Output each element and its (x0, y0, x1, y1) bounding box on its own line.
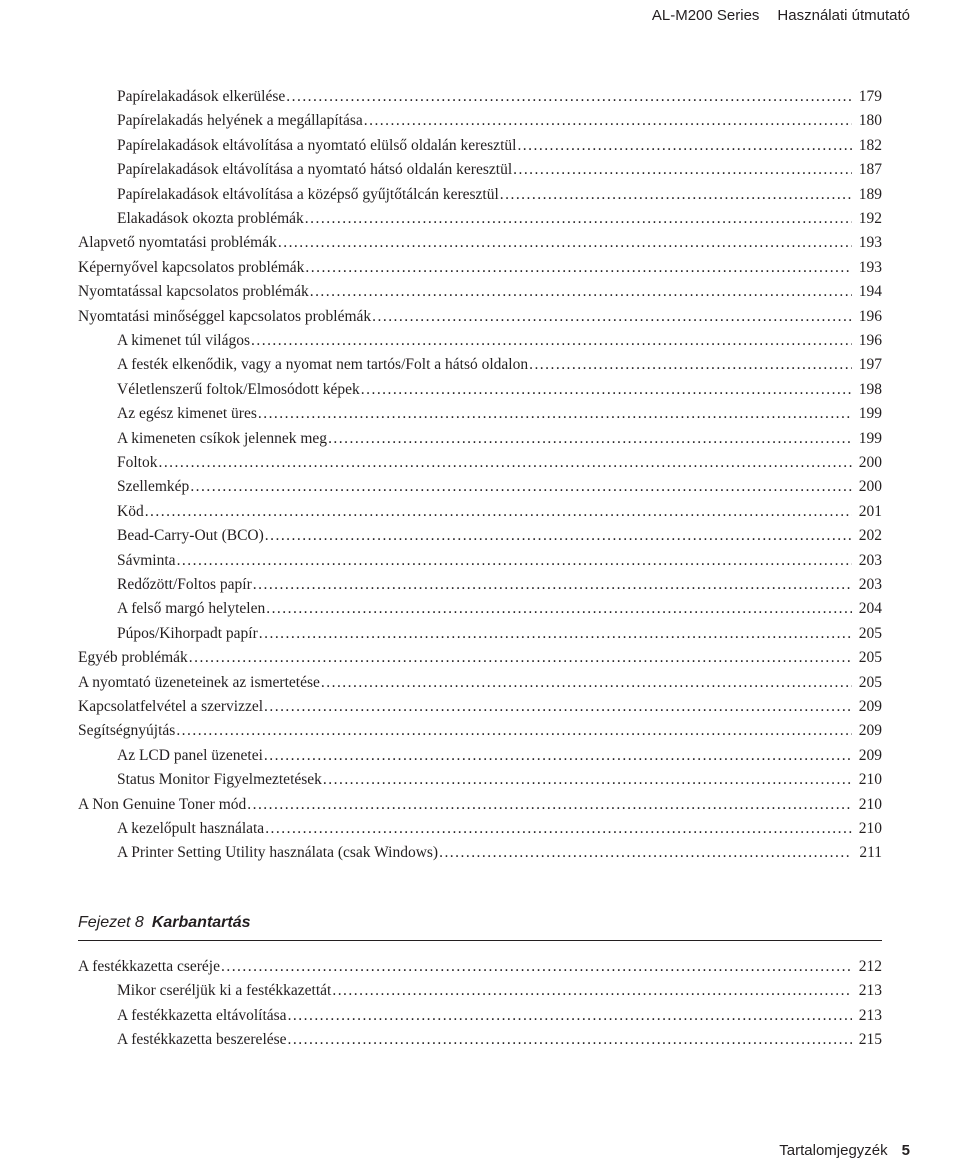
toc-entry-page: 199 (858, 405, 882, 423)
toc-entry-title: Köd (117, 502, 144, 520)
toc-entry[interactable] (78, 720, 882, 742)
toc-entry-page: 180 (858, 112, 882, 130)
dot-leader (247, 794, 852, 816)
toc-entry-title: Egyéb problémák (78, 649, 188, 667)
toc-entry-title: Kapcsolatfelvétel a szervizzel (78, 698, 264, 715)
toc-entry[interactable] (117, 476, 882, 498)
chapter-title: Karbantartás (151, 914, 251, 931)
toc-entry[interactable] (117, 501, 882, 523)
toc-entry-title: Az egész kimenet üres (117, 405, 257, 423)
toc-entry-page: 210 (858, 771, 882, 789)
toc-entry[interactable] (117, 86, 882, 108)
dot-leader (190, 476, 852, 498)
toc-entry-title: A festékkazetta eltávolítása (117, 1006, 287, 1024)
dot-leader (372, 306, 852, 328)
dot-leader (258, 403, 852, 425)
toc-entry-title: A kimenet túl világos (117, 332, 251, 349)
toc-entry-page: 198 (858, 380, 882, 398)
toc-entry-page: 215 (858, 1031, 882, 1049)
toc-entry-title: A felső margó helytelen (117, 600, 266, 618)
toc-entry-page: 210 (858, 795, 882, 813)
toc-entry-page: 182 (858, 136, 882, 154)
toc-entry-title: A festékkazetta beszerelése (117, 1031, 287, 1049)
dot-leader (513, 159, 852, 181)
toc-entry[interactable] (117, 110, 882, 132)
dot-leader (286, 86, 852, 108)
dot-leader (251, 330, 852, 352)
toc-entry-page: 199 (858, 429, 882, 447)
page-header (652, 2, 910, 28)
toc-entry[interactable] (117, 842, 882, 864)
toc-entry[interactable] (78, 281, 882, 303)
toc-entry-title: Elakadások okozta problémák (117, 210, 304, 227)
toc-entry[interactable] (78, 232, 882, 254)
toc-entry-title: Papírelakadások eltávolítása a nyomtató hátsó oldalán keresztül (117, 161, 513, 179)
toc-entry[interactable] (117, 184, 882, 206)
toc-entry[interactable] (117, 745, 882, 767)
toc-entry-page: 205 (858, 624, 882, 642)
toc-entry-title: Púpos/Kihorpadt papír (117, 624, 258, 642)
toc-entry-page: 209 (858, 746, 882, 764)
dot-leader (221, 956, 852, 978)
toc-entry-title: Alapvető nyomtatási problémák (78, 234, 277, 252)
toc-entry-title: Mikor cseréljük ki a festékkazettát (117, 982, 332, 1000)
toc-entry-title: Az LCD panel üzenetei (117, 746, 263, 764)
dot-leader (328, 428, 852, 450)
toc-entry-page: 200 (858, 478, 882, 496)
toc-entry[interactable] (117, 208, 882, 230)
toc-entry[interactable] (78, 794, 882, 816)
toc-entry[interactable] (117, 330, 882, 352)
dot-leader (266, 598, 852, 620)
toc-entry-page: 194 (858, 283, 882, 301)
dot-leader (158, 452, 852, 474)
dot-leader (517, 135, 852, 157)
toc-entry-title: Nyomtatási minőséggel kapcsolatos problémák (78, 307, 372, 325)
toc-entry-page: 201 (858, 502, 882, 520)
dot-leader (264, 696, 852, 718)
dot-leader (189, 647, 852, 669)
toc-entry[interactable] (117, 623, 882, 645)
toc-entry[interactable] (117, 1005, 882, 1027)
toc-entry[interactable] (78, 306, 882, 328)
toc-entry[interactable] (117, 354, 882, 376)
toc-entry[interactable] (117, 379, 882, 401)
toc-entry[interactable] (117, 403, 882, 425)
toc-entry[interactable] (117, 818, 882, 840)
toc-entry-page: 213 (858, 1006, 882, 1024)
dot-leader (264, 745, 852, 767)
toc-entry-page: 196 (858, 332, 882, 349)
toc-entry-title: Papírelakadás helyének a megállapítása (117, 112, 363, 130)
footer-section: Tartalomjegyzék (779, 1142, 888, 1159)
toc-entry-page: 204 (858, 600, 882, 618)
toc-entry[interactable] (117, 525, 882, 547)
toc-entry-title: A Printer Setting Utility használata (csak Windows) (117, 844, 439, 862)
toc-entry-title: A kimeneten csíkok jelennek meg (117, 429, 328, 447)
toc-entry-page: 209 (858, 698, 882, 715)
dot-leader (177, 550, 852, 572)
dot-leader (265, 525, 852, 547)
toc-entry-page: 192 (858, 210, 882, 227)
toc-entry[interactable] (78, 956, 882, 978)
toc-entry-title: Segítségnyújtás (78, 722, 176, 740)
toc-entry-page: 193 (858, 258, 882, 276)
dot-leader (288, 1029, 852, 1051)
toc-entry-page: 197 (858, 356, 882, 374)
toc-entry-page: 196 (858, 307, 882, 325)
toc-entry-page: 189 (858, 185, 882, 203)
toc-entry[interactable] (117, 1029, 882, 1051)
toc-entry-title: Bead-Carry-Out (BCO) (117, 527, 264, 545)
toc-entry[interactable] (78, 647, 882, 669)
toc-entry-title: A kezelőpult használata (117, 820, 265, 837)
dot-leader (259, 623, 852, 645)
toc-entry[interactable] (117, 980, 882, 1002)
dot-leader (253, 574, 852, 596)
toc-entry-title: A nyomtató üzeneteinek az ismertetése (78, 673, 320, 691)
toc-entry-page: 213 (858, 982, 882, 1000)
header-series: AL-M200 Series (651, 6, 760, 24)
chapter-heading (78, 914, 882, 941)
dot-leader (529, 354, 852, 376)
toc-entry-page: 211 (859, 844, 882, 862)
dot-leader (323, 769, 852, 791)
toc-entry-page: 179 (858, 88, 882, 105)
header-guide-title: Használati útmutató (777, 6, 910, 24)
toc-entry[interactable] (117, 550, 882, 572)
toc-entry-page: 212 (858, 958, 882, 975)
toc-entry-title: A festékkazetta cseréje (78, 958, 220, 975)
dot-leader (439, 842, 852, 864)
dot-leader (364, 110, 852, 132)
toc-entry[interactable] (117, 598, 882, 620)
toc-entry-page: 205 (858, 649, 882, 667)
toc-entry-title: Papírelakadások elkerülése (117, 88, 286, 105)
toc-entry-title: Status Monitor Figyelmeztetések (117, 771, 322, 789)
chapter-label: Fejezet 8 (78, 914, 144, 931)
toc-entry-page: 202 (858, 527, 882, 545)
dot-leader (278, 232, 852, 254)
toc-entry-title: A Non Genuine Toner mód (78, 795, 247, 813)
toc-entry-page: 210 (858, 820, 882, 837)
toc-entry-page: 209 (858, 722, 882, 740)
dot-leader (305, 257, 852, 279)
toc-entry[interactable] (117, 428, 882, 450)
dot-leader (310, 281, 852, 303)
toc-entry-page: 203 (858, 576, 882, 593)
toc-entry-title: Papírelakadások eltávolítása a nyomtató elülső oldalán keresztül (117, 136, 517, 154)
toc-entry-title: Papírelakadások eltávolítása a középső gyűjtőtálcán keresztül (117, 185, 499, 203)
dot-leader (305, 208, 852, 230)
toc-entry-page: 200 (858, 454, 882, 471)
toc-entry-title: Véletlenszerű foltok/Elmosódott képek (117, 380, 360, 398)
dot-leader (321, 672, 852, 694)
toc-entry-title: Foltok (117, 454, 158, 471)
toc-entry-title: A festék elkenődik, vagy a nyomat nem tartós/Folt a hátsó oldalon (117, 356, 529, 374)
dot-leader (332, 980, 852, 1002)
toc-entry-title: Képernyővel kapcsolatos problémák (78, 258, 305, 276)
toc-entry-title: Sávminta (117, 551, 176, 569)
dot-leader (288, 1005, 852, 1027)
toc-entry[interactable] (117, 159, 882, 181)
toc-entry[interactable] (117, 769, 882, 791)
toc-entry-page: 193 (858, 234, 882, 252)
dot-leader (176, 720, 852, 742)
footer-page-number: 5 (901, 1142, 910, 1159)
toc-entry[interactable] (78, 696, 882, 718)
toc-entry-title: Szellemkép (117, 478, 190, 496)
toc-entry[interactable] (117, 135, 882, 157)
dot-leader (145, 501, 852, 523)
dot-leader (361, 379, 852, 401)
toc-entry[interactable] (117, 452, 882, 474)
toc-entry[interactable] (78, 257, 882, 279)
toc-entry-page: 187 (858, 161, 882, 179)
toc-entry[interactable] (117, 574, 882, 596)
toc-entry-title: Redőzött/Foltos papír (117, 576, 252, 593)
toc-entry-page: 203 (858, 551, 882, 569)
toc-entry-title: Nyomtatással kapcsolatos problémák (78, 283, 309, 301)
toc-entry[interactable] (78, 672, 882, 694)
page-footer (779, 1142, 910, 1159)
dot-leader (265, 818, 852, 840)
dot-leader (500, 184, 852, 206)
toc-entry-page: 205 (858, 673, 882, 691)
